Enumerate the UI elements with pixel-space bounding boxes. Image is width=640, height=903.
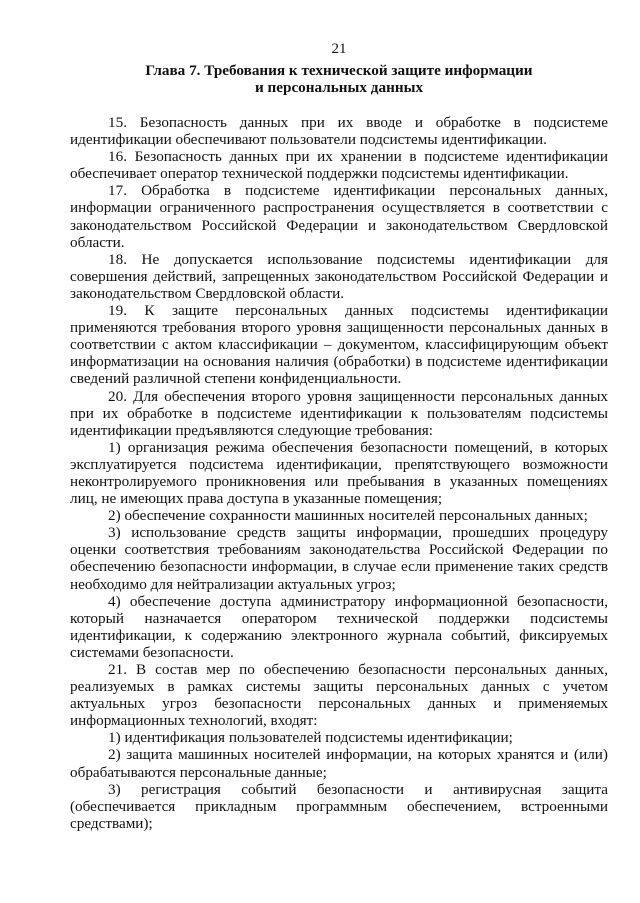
document-body xyxy=(70,114,608,832)
paragraph-17: 17. Обработка в подсистеме идентификации персональных данных, информации ограниченного распространения осуществляется в соответствии с законодательством Российской Федерации и законодательством Свердловской области. xyxy=(70,182,608,251)
chapter-heading xyxy=(70,62,608,96)
paragraph-21: 21. В состав мер по обеспечению безопасности персональных данных, реализуемых в рамках системы защиты персональных данных с учетом актуальных угроз безопасности персональных данных и применяемых информационных технологий, входят: xyxy=(70,661,608,730)
paragraph-21-item-2: 2) защита машинных носителей информации, на которых хранятся и (или) обрабатываются персональные данные; xyxy=(70,746,608,781)
paragraph-20-item-3: 3) использование средств защиты информации, прошедших процедуру оценки соответствия требованиям законодательства Российской Федерации по обеспечению безопасности информации, в случае если применение таких средств необходимо для нейтрализации актуальных угроз; xyxy=(70,524,608,593)
paragraph-20-item-4: 4) обеспечение доступа администратору информационной безопасности, который назначается оператором технической поддержки подсистемы идентификации, к содержанию электронного журнала событий, фиксируемых системами безопасности. xyxy=(70,592,608,661)
paragraph-16: 16. Безопасность данных при их хранении в подсистеме идентификации обеспечивает оператор технической поддержки подсистемы идентификации. xyxy=(70,148,608,183)
chapter-heading-line-1: Глава 7. Требования к технической защите информации xyxy=(145,62,533,79)
paragraph-20-item-2: 2) обеспечение сохранности машинных носителей персональных данных; xyxy=(108,507,588,525)
document-page xyxy=(70,40,608,832)
paragraph-21-item-1: 1) идентификация пользователей подсистемы идентификации; xyxy=(108,729,513,747)
paragraph-20-item-1: 1) организация режима обеспечения безопасности помещений, в которых эксплуатируется подсистема идентификации, препятствующего возможности неконтролируемого проникновения или пребывания в указанных помещениях лиц, не имеющих права доступа в указанные помещения; xyxy=(70,438,608,508)
paragraph-19: 19. К защите персональных данных подсистемы идентификации применяются требования второго уровня защищенности персональных данных в соответствии с актом классификации – документом, классифицирующим объект информатизации на основания наличия (обработки) в подсистеме идентификации сведений различной степени конфиденциальности. xyxy=(70,302,608,388)
chapter-heading-line-2: и персональных данных xyxy=(254,79,424,96)
paragraph-21-item-3: 3) регистрация событий безопасности и антивирусная защита (обеспечивается прикладным программным обеспечением, встроенными средствами); xyxy=(70,780,608,832)
paragraph-15: 15. Безопасность данных при их вводе и обработке в подсистеме идентификации обеспечивают пользователи подсистемы идентификации. xyxy=(70,114,608,149)
page-number: 21 xyxy=(331,41,347,57)
paragraph-20: 20. Для обеспечения второго уровня защищенности персональных данных при их обработке в подсистеме идентификации к пользователям подсистемы идентификации предъявляются следующие требования: xyxy=(70,387,608,439)
paragraph-18: 18. Не допускается использование подсистемы идентификации для совершения действий, запрещенных законодательством Российской Федерации и законодательством Свердловской области. xyxy=(70,250,608,302)
